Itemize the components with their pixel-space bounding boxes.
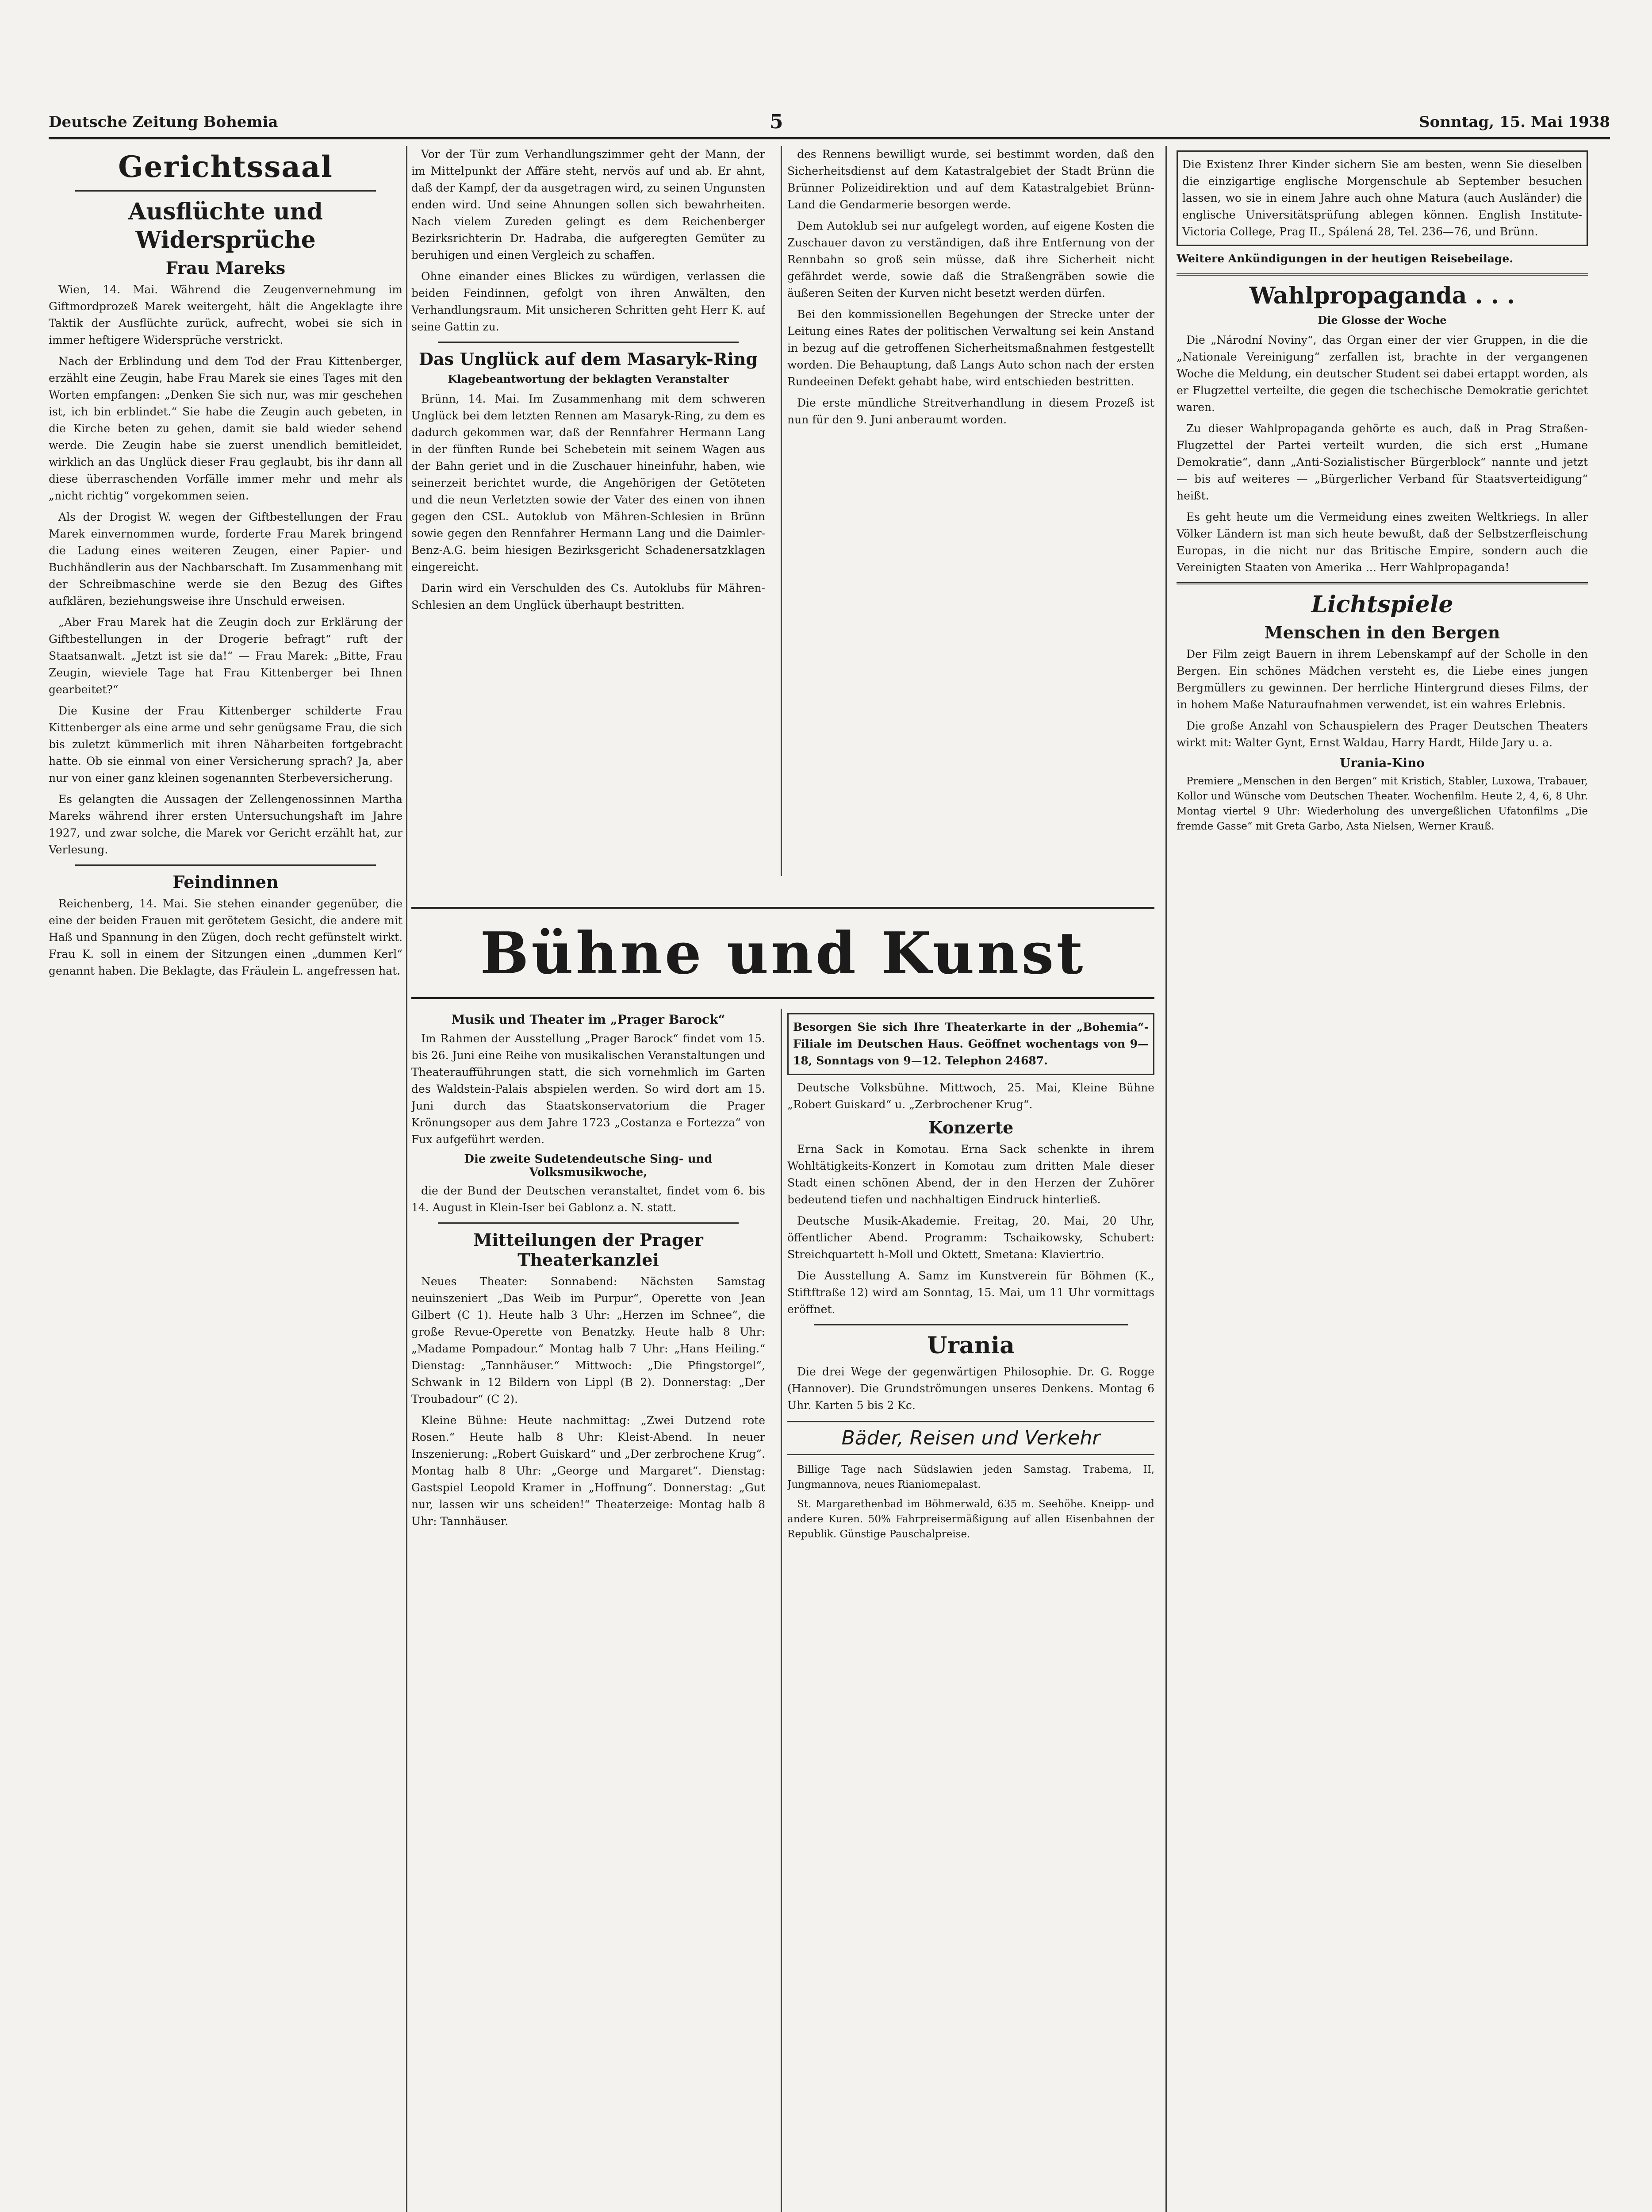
headline: Wahlpropaganda . . .	[1249, 282, 1515, 309]
article-paragraph: Zu dieser Wahlpropaganda gehörte es auch, daß in Prag Straßen-Flugzettel der Partei verteilt wurden, die sich erst „Humane Demokratie“, dann „Anti-Sozialistischer Bürgerblock“ nannte und jetzt — bis auf weiteres — „Bürgerlicher Verband für Staatsverteidigung“ heißt.	[1177, 422, 1588, 502]
headline: Konzerte	[928, 1118, 1014, 1137]
article-paragraph: Als der Drogist W. wegen der Giftbestellungen der Frau Marek einvernommen wurde, forderte Frau Marek bringend die Ladung eines weiteren Zeugen, einer Papier- und Buchhändlerin aus der Nachbarschaft. Im Zusammenhang mit der Schreibmaschine werde sie den Bezug des Giftes aufklären, beziehungsweise ihre Unschuld erweisen.	[49, 511, 402, 607]
headline: Musik und Theater im „Prager Barock“	[451, 1012, 725, 1027]
article-paragraph: Darin wird ein Verschulden des Cs. Autoklubs für Mähren-Schlesien an dem Unglück überhaupt bestritten.	[411, 582, 765, 611]
section-title: Gerichtssaal	[118, 150, 333, 184]
article-paragraph: Die „Národní Noviny“, das Organ einer der vier Gruppen, in die die „Nationale Vereinigung“ zerfallen ist, brachte in der vergangenen Woche die Meldung, ein deutscher Student sei dabei ertappt worden, als er Flugzettel verteilte, die gegen die tschechische Demokratie gerichtet waren.	[1177, 334, 1588, 414]
article-paragraph: Reichenberg, 14. Mai. Sie stehen einander gegenüber, die eine der beiden Frauen mit gerötetem Gesicht, die andere mit Haß und Spannung in den Zügen, doch recht gefünstelt wirkt. Frau K. soll in einem der Sitzungen einen „dummen Kerl“ genannt haben. Die Beklagte, das Fräulein L. angefressen hat.	[49, 897, 402, 977]
column-rule	[781, 1009, 782, 2212]
divider	[438, 342, 739, 343]
article-paragraph: Nach der Erblindung und dem Tod der Frau Kittenberger, erzählt eine Zeugin, habe Frau Marek sie eines Tages mit den Worten empfangen: „Denken Sie sich nur, was mir geschehen ist, ich bin erblindet.“ Sie habe die Zeugin auch gebeten, in die Kirche beten zu gehen, damit sie bald wieder sehend werde. Die Zeugin habe sie zuerst unendlich bemitleidet, wirklich an das Unglück dieser Frau geglaubt, bis ihr dann all diese überraschenden Vorfälle immer mehr und mehr als „nicht richtig“ vorgekommen seien.	[49, 355, 402, 502]
masthead-name: Deutsche Zeitung Bohemia	[49, 113, 278, 131]
article-paragraph: Die Ausstellung A. Samz im Kunstverein für Böhmen (K., Stiftftraße 12) wird am Sonntag, 15. Mai, um 11 Uhr vormittags eröffnet.	[787, 1269, 1154, 1316]
notice: Weitere Ankündigungen in der heutigen Reisebeilage.	[1177, 252, 1514, 265]
column-rule	[781, 146, 782, 876]
column-theater	[411, 1009, 765, 2212]
column-racing	[787, 146, 1154, 876]
article-paragraph: Dem Autoklub sei nur aufgelegt worden, auf eigene Kosten die Zuschauer davon zu verständigen, daß ihre Entfernung von der Rennbahn so groß sein müsse, daß ihre Sicherheit nicht gefährdet werde, sowie daß die Straßengräben sowie die äußeren Seiten der Kurven nicht besetzt werden dürfen.	[787, 219, 1154, 300]
column-opinion	[1177, 146, 1588, 2212]
divider	[1177, 582, 1588, 584]
article-paragraph: des Rennens bewilligt wurde, sei bestimmt worden, daß den Sicherheitsdienst auf dem Katastralgebiet der Stadt Brünn die Brünner Polizeidirektion und auf dem Katastralgebiet Brünn-Land die Gendarmerie besorgen werde.	[787, 148, 1154, 211]
article-paragraph: die der Bund der Deutschen veranstaltet, findet vom 6. bis 14. August in Klein-Iser bei Gablonz a. N. statt.	[411, 1184, 765, 1214]
headline: Die zweite Sudetendeutsche Sing- und Volksmusikwoche,	[464, 1152, 713, 1179]
article-paragraph: „Aber Frau Marek hat die Zeugin doch zur Erklärung der Giftbestellungen in der Drogerie befragt“ ruft der Staatsanwalt. „Jetzt ist sie da!“ — Frau Marek: „Bitte, Frau Zeugin, wieviele Tage hat Frau Kittenberger bei Ihnen gearbeitet?“	[49, 616, 402, 696]
column-rule	[406, 146, 407, 2212]
column-concerts	[787, 1009, 1154, 2212]
article-paragraph: Premiere „Menschen in den Bergen“ mit Kristich, Stabler, Luxowa, Trabauer, Kollor und Wünsche vom Deutschen Theater. Wochenfilm. Heute 2, 4, 6, 8 Uhr. Montag viertel 9 Uhr: Wiederholung des unvergeßlichen Ufatonfilms „Die fremde Gasse“ mit Greta Garbo, Asta Nielsen, Werner Krauß.	[1177, 776, 1588, 832]
headline: Ausflüchte und Widersprüche	[128, 198, 323, 253]
school-ad: Die Existenz Ihrer Kinder sichern Sie am besten, wenn Sie dieselben die einzigartige englische Morgenschule ab September besuchen lassen, wo sie in einem Jahre auch ohne Matura (auch Ausländer) die englische Universitätsprüfung ablegen können. English Institute-Victoria College, Prag II., Spálená 28, Tel. 236—76, und Brünn.	[1177, 150, 1588, 246]
article-paragraph: Neues Theater: Sonnabend: Nächsten Samstag neuinszeniert „Das Weib im Purpur“, Operette von Jean Gilbert (C 1). Heute halb 3 Uhr: „Herzen im Schnee“, die große Revue-Operette von Benatzky. Heute halb 8 Uhr: „Madame Pompadour.“ Montag halb 7 Uhr: „Hans Heiling.“ Dienstag: „Tannhäuser.“ Mittwoch: „Die Pfingstorgel“, Schwank in 12 Bildern von Lippl (B 2). Donnerstag: „Der Troubadour“ (C 2).	[411, 1275, 765, 1406]
headline: Menschen in den Bergen	[1264, 622, 1500, 642]
article-paragraph: Im Rahmen der Ausstellung „Prager Barock“ findet vom 15. bis 26. Juni eine Reihe von musikalischen Veranstaltungen und Theateraufführungen statt, die sich vornehmlich im Garten des Waldstein-Palais abspielen werden. So wird dort am 15. Juni durch das Staatskonservatorium die Prager Krönungsoper aus dem Jahre 1723 „Costanza e Fortezza“ von Fux aufgeführt werden.	[411, 1032, 765, 1146]
article-paragraph: Die drei Wege der gegenwärtigen Philosophie. Dr. G. Rogge (Hannover). Die Grundströmungen unseres Denkens. Montag 6 Uhr. Karten 5 bis 2 Kc.	[787, 1365, 1154, 1412]
article-paragraph: Der Film zeigt Bauern in ihrem Lebenskampf auf der Scholle in den Bergen. Ein schönes Mädchen versteht es, die Liebe eines jungen Bergmüllers zu gewinnen. Der herrliche Hintergrund dieses Films, der in hohem Maße Naturaufnahmen verwendet, ist ein wahres Erlebnis.	[1177, 648, 1588, 711]
section-title: Lichtspiele	[1311, 591, 1453, 618]
article-paragraph: Erna Sack in Komotau. Erna Sack schenkte in ihrem Wohltätigkeits-Konzert in Komotau zum dritten Male dieser Stadt einen schönen Abend, der in den Herzen der Zuhörer bedeutend tiefen und nachhaltigen Eindruck hinterließ.	[787, 1143, 1154, 1206]
page-number: 5	[770, 111, 783, 133]
subheadline: Die Glosse der Woche	[1318, 314, 1447, 326]
headline: Frau Mareks	[165, 258, 286, 278]
headline: Urania	[927, 1332, 1015, 1359]
ticket-ad: Besorgen Sie sich Ihre Theaterkarte in der „Bohemia“-Filiale im Deutschen Haus. Geöffnet wochentags von 9—18, Sonntags von 9—12. Telephon 24687.	[787, 1013, 1154, 1075]
divider	[438, 1222, 739, 1224]
page-header	[49, 111, 1610, 139]
issue-date: Sonntag, 15. Mai 1938	[1419, 113, 1610, 131]
article-paragraph: Es gelangten die Aussagen der Zellengenossinnen Martha Mareks während ihrer ersten Untersuchungshaft im Jahre 1927, und zwar solche, die Marek vor Gericht erzählt hat, zur Verlesung.	[49, 793, 402, 856]
article-paragraph: Wien, 14. Mai. Während die Zeugenvernehmung im Giftmordprozeß Marek weitergeht, hält die Angeklagte ihre Taktik der Ausflüchte zurück, aufrecht, wobei sie sich in immer heftigere Widersprüche verstrickt.	[49, 283, 402, 346]
column-court	[49, 146, 402, 2212]
headline: Urania-Kino	[1339, 756, 1425, 770]
article-paragraph: Deutsche Musik-Akademie. Freitag, 20. Mai, 20 Uhr, öffentlicher Abend. Programm: Tschaikowsky, Schubert: Streichquartett h-Moll und Oktett, Smetana: Klaviertrio.	[787, 1214, 1154, 1261]
article-paragraph: Bei den kommissionellen Begehungen der Strecke unter der Leitung eines Rates der politischen Verwaltung sei kein Anstand in bezug auf die getroffenen Sicherheitsmaßnahmen festgestellt worden. Die Behauptung, daß Langs Auto schon nach der ersten Rundeeinen Defekt gehabt habe, wird entschieden bestritten.	[787, 308, 1154, 388]
section-banner	[411, 907, 1154, 999]
article-paragraph: Ohne einander eines Blickes zu würdigen, verlassen die beiden Feindinnen, gefolgt von ihren Anwälten, den Verhandlungsraum. Mit unsicheren Schritten geht Herr K. auf seine Gattin zu.	[411, 270, 765, 333]
article-paragraph: Vor der Tür zum Verhandlungszimmer geht der Mann, der im Mittelpunkt der Affäre steht, nervös auf und ab. Er ahnt, daß der Kampf, der da ausgetragen wird, zu seinen Ungunsten enden wird. Und seine Ahnungen sollen sich bewahrheiten. Nach vielem Zureden gelingt es dem Reichenberger Bezirksrichterin Dr. Hadraba, die aufgeregten Gemüter zu beruhigen und einen Vergleich zu schaffen.	[411, 148, 765, 261]
article-paragraph: St. Margarethenbad im Böhmerwald, 635 m. Seehöhe. Kneipp- und andere Kuren. 50% Fahrpreisermäßigung auf allen Eisenbahnen der Republik. Günstige Pauschalpreise.	[787, 1498, 1154, 1540]
divider	[1177, 273, 1588, 276]
headline: Feindinnen	[172, 872, 279, 892]
article-paragraph: Brünn, 14. Mai. Im Zusammenhang mit dem schweren Unglück bei dem letzten Rennen am Masaryk-Ring, zu dem es dadurch gekommen war, daß der Rennfahrer Hermann Lang in der fünften Runde bei Schebetein mit seinem Wagen aus der Bahn geriet und in die Zuschauer hineinfuhr, haben, wie seinerzeit berichtet wurde, die Angehörigen der Getöteten und die neun Verletzten sowie der Vater des einen von ihnen gegen den CSL. Autoklub von Mähren-Schlesien in Brünn sowie gegen den Rennfahrer Hermann Lang und die Daimler-Benz-A.G. beim hiesigen Bezirksgericht Schadenersatzklagen eingereicht.	[411, 392, 765, 573]
divider	[75, 864, 376, 866]
headline: Mitteilungen der Prager Theaterkanzlei	[473, 1230, 703, 1270]
column-rule	[1165, 146, 1167, 2212]
column-court-cont	[411, 146, 765, 876]
divider	[75, 190, 376, 192]
headline: Das Unglück auf dem Masaryk-Ring	[419, 349, 758, 369]
article-paragraph: Die erste mündliche Streitverhandlung in diesem Prozeß ist nun für den 9. Juni anberaumt worden.	[787, 396, 1154, 426]
article-paragraph: Die große Anzahl von Schauspielern des Prager Deutschen Theaters wirkt mit: Walter Gynt, Ernst Waldau, Harry Hardt, Hilde Jary u. a.	[1177, 719, 1588, 749]
article-paragraph: Die Kusine der Frau Kittenberger schilderte Frau Kittenberger als eine arme und sehr genügsame Frau, die sich bis zuletzt kümmerlich mit ihren Näharbeiten fortgebracht hatte. Ob sie einmal von einer Versicherung sprach? Ja, aber nur von einer ganz kleinen sogenannten Sterbeversicherung.	[49, 704, 402, 784]
article-paragraph: Billige Tage nach Südslawien jeden Samstag. Trabema, II, Jungmannova, neues Rianiomepalast.	[787, 1464, 1154, 1490]
subheadline: Klagebeantwortung der beklagten Veranstalter	[448, 373, 729, 385]
article-paragraph: Kleine Bühne: Heute nachmittag: „Zwei Dutzend rote Rosen.“ Heute halb 8 Uhr: Kleist-Abend. In neuer Inszenierung: „Robert Guiskard“ und „Der zerbrochene Krug“. Montag halb 8 Uhr: „George und Margaret“. Dienstag: Gastspiel Leopold Kramer in „Hoffnung“. Donnerstag: „Gut nur, lassen wir uns scheiden!“ Theaterzeige: Montag halb 8 Uhr: Tannhäuser.	[411, 1414, 765, 1528]
travel-section-title: Bäder, Reisen und Verkehr	[787, 1421, 1154, 1455]
article-paragraph: Es geht heute um die Vermeidung eines zweiten Weltkriegs. In aller Völker Ländern ist man sich heute bewußt, daß der Selbstzerfleischung Europas, in die nicht nur das Britische Empire, sondern auch die Vereinigten Staaten von Amerika ... Herr Wahlpropaganda!	[1177, 511, 1588, 574]
banner-title: Bühne und Kunst	[480, 919, 1086, 987]
article-paragraph: Deutsche Volksbühne. Mittwoch, 25. Mai, Kleine Bühne „Robert Guiskard“ u. „Zerbrochener Krug“.	[787, 1081, 1154, 1111]
divider	[814, 1324, 1128, 1325]
